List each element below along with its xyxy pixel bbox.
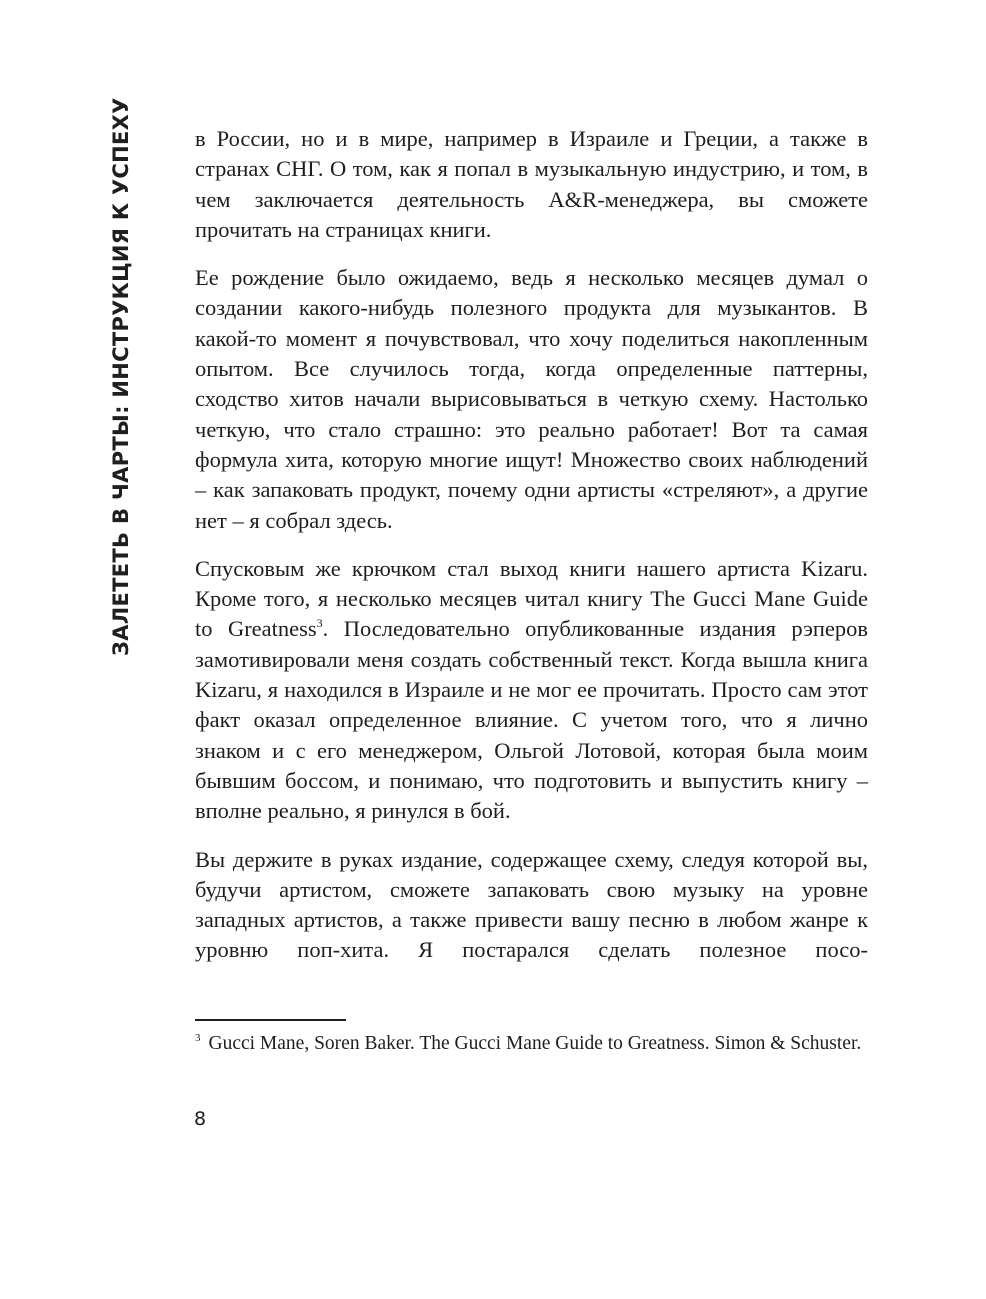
footnote-text: Gucci Mane, Soren Baker. The Gucci Mane Guide to Greatness. Simon & Schuster.	[208, 1033, 862, 1054]
paragraph: Вы держите в руках издание, содержащее схему, следуя которой вы, будучи артистом, сможете запаковать свою музыку на уровне западных артистов, а также привести вашу песню в любом жанре к уровню поп-хита. Я постарался сделать полезное посо-	[195, 846, 868, 963]
body-text	[195, 124, 868, 984]
footnote-divider	[195, 1019, 346, 1021]
footnote	[195, 1026, 868, 1056]
paragraph: в России, но и в мире, например в Израиле и Греции, а также в странах СНГ. О том, как я попал в музыкальную индустрию, и том, в чем заключается деятельность A&R-менеджера, вы сможете прочитать на страницах книги.	[195, 126, 868, 242]
running-head: ЗАЛЕТЕТЬ В ЧАРТЫ: ИНСТРУКЦИЯ К УСПЕХУ	[109, 97, 133, 656]
footnote-reference[interactable]: 3	[316, 616, 323, 631]
paragraph-text: . Последовательно опубликованные издания рэперов замотивировали меня создать собственный текст. Когда вышла книга Kizaru, я находился в Израиле и не мог ее прочитать. Просто сам этот факт оказал определенное влияние. С учетом того, что я лично знаком и с его менеджером, Ольгой Лотовой, которая была моим бывшим боссом, и понимаю, что подготовить и выпустить книгу – вполне реально, я ринулся в бой.	[195, 616, 868, 824]
paragraph	[195, 554, 868, 827]
paragraph: Ее рождение было ожидаемо, ведь я несколько месяцев думал о создании какого-нибудь полезного продукта для музыкантов. В какой-то момент я почувствовал, что хочу поделиться накопленным опытом. Все случилось тогда, когда определенные паттерны, сходство хитов начали вырисовываться в четкую схему. Настолько четкую, что стало страшно: это реально работает! Вот та самая формула хита, которую многие ищут! Множество своих наблюдений – как запаковать продукт, почему одни артисты «стреляют», а другие нет – я собрал здесь.	[195, 265, 868, 533]
footnote-mark: 3	[195, 1032, 201, 1044]
paragraph-text: Спусковым же крючком стал выход книги нашего артиста Kizaru. Кроме того, я несколько месяцев читал книгу The Gucci Mane Guide to Greatness	[195, 555, 868, 642]
page-number: 8	[194, 1108, 207, 1130]
